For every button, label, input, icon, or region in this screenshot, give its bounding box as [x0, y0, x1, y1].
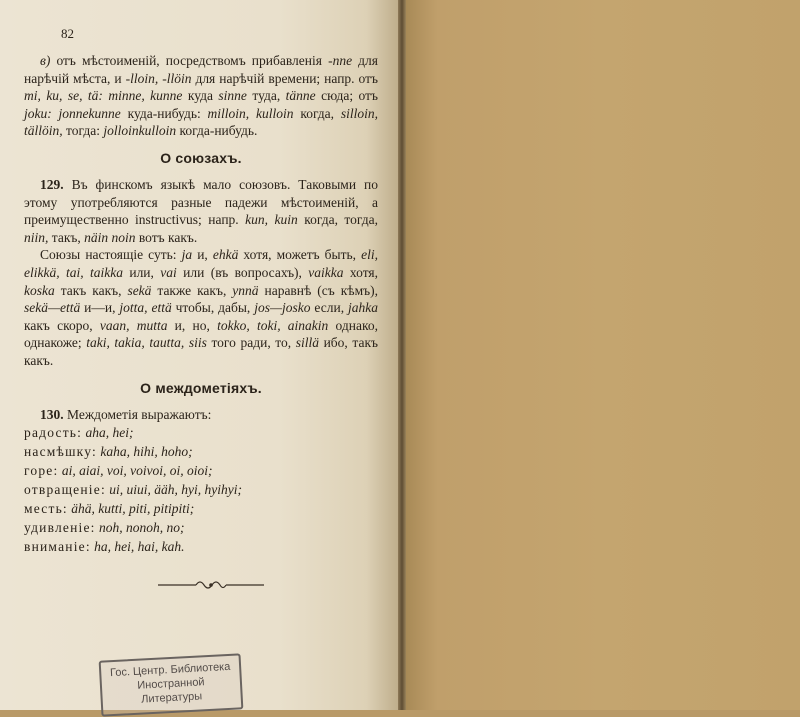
- text-run: когда, тогда,: [297, 212, 378, 228]
- text-run: или (въ вопросахъ),: [176, 264, 309, 280]
- right-page-blank: [406, 0, 800, 710]
- finnish-example: mi, ku, se, tä: minne, kunne: [24, 88, 183, 104]
- heading-interjections: О междометіяхъ.: [140, 379, 262, 396]
- interjection-item: [24, 537, 378, 556]
- heading-conjunctions: О союзахъ.: [160, 149, 242, 166]
- finnish-example: sinne: [218, 88, 247, 104]
- finnish-example: tokko, toki, ainakin: [217, 317, 329, 333]
- text-run: куда: [182, 88, 219, 104]
- stamp-line: Гос. Центр. Библиотека: [109, 660, 231, 680]
- interjection-examples: ha, hei, hai, kah.: [90, 539, 185, 555]
- interjection-examples: kaha, hihi, hoho;: [96, 444, 193, 460]
- text-run: тогда:: [62, 123, 104, 139]
- paragraph-129: [24, 176, 378, 246]
- finnish-example: silloin, tällöin,: [24, 105, 379, 139]
- finnish-example: jahka: [348, 300, 378, 316]
- finnish-example: koska: [24, 282, 55, 298]
- ornament-divider-icon: [156, 578, 266, 592]
- finnish-example: kun, kuin: [245, 212, 298, 228]
- text-run: когда-нибудь.: [176, 123, 258, 139]
- finnish-example: jos—josko: [254, 300, 311, 316]
- left-page: [0, 0, 398, 710]
- page-number: 82: [61, 26, 74, 41]
- text-run: такъ,: [48, 229, 85, 245]
- interjection-item: [24, 499, 378, 518]
- text-run: Союзы настоящіе суть:: [40, 247, 182, 263]
- text-run: хотя, можетъ быть,: [238, 247, 362, 263]
- finnish-example: sekä: [127, 282, 152, 298]
- finnish-example: milloin, kulloin: [207, 105, 294, 121]
- interjection-examples: ai, aiai, voi, voivoi, oi, oioi;: [58, 463, 213, 479]
- text-run: сюда; отъ: [315, 88, 378, 104]
- stamp-line: Литературы: [140, 690, 203, 706]
- interjection-category: месть:: [24, 501, 68, 517]
- stamp-line: Иностранной: [137, 676, 205, 692]
- finnish-example: ja: [181, 247, 193, 263]
- text-run: когда,: [293, 105, 341, 121]
- interjection-examples: noh, nonoh, no;: [95, 520, 185, 536]
- finnish-example: näin noin: [84, 229, 136, 245]
- finnish-example: tänne: [285, 88, 316, 104]
- interjection-item: [24, 423, 378, 442]
- text-run: куда-нибудь:: [120, 105, 208, 121]
- finnish-example: eli, elikkä, tai, taikka: [24, 247, 378, 280]
- text-run: того ради, то,: [206, 335, 296, 351]
- text-run: вотъ какъ.: [135, 229, 198, 245]
- interjection-examples: aha, hei;: [82, 425, 134, 441]
- section-number-129: 129.: [40, 176, 64, 192]
- text-run: туда,: [246, 88, 286, 104]
- interjection-examples: ähä, kutti, piti, pitipiti;: [67, 501, 195, 517]
- text-run: ибо, такъ какъ.: [24, 335, 378, 368]
- interjection-category: радость:: [24, 425, 83, 441]
- library-stamp: [99, 653, 244, 716]
- paragraph-130: [24, 406, 378, 424]
- interjection-item: [24, 461, 378, 480]
- text-run: хотя,: [343, 264, 379, 280]
- interjection-item: [24, 518, 378, 537]
- interjection-category: насмѣшку:: [24, 444, 97, 460]
- interjection-category: горе:: [24, 463, 59, 479]
- finnish-example: joku: jonnekunne: [24, 105, 121, 121]
- text-run: чтобы, дабы,: [171, 300, 255, 316]
- text-run: Въ финскомъ языкѣ мало союзовъ. Таковыми по этому употребляются разные падежи мѣстоименій, а преимущественно instructivus; напр.: [24, 176, 378, 228]
- paragraph-129-text: [24, 177, 378, 245]
- paragraph-130-intro: Междометія выражаютъ:: [63, 406, 212, 422]
- finnish-example: vaikka: [308, 264, 344, 280]
- text-run: однако, однакоже;: [24, 317, 378, 351]
- text-run: также какъ,: [151, 282, 233, 298]
- finnish-example: в): [40, 53, 51, 68]
- text-run: и, но,: [167, 317, 218, 333]
- text-run: какъ скоро,: [24, 317, 100, 333]
- text-run: для нарѣчій мѣста, и: [24, 53, 378, 86]
- interjection-examples: ui, uiui, ääh, hyi, hyihyi;: [105, 482, 243, 498]
- finnish-example: vai: [160, 264, 177, 280]
- interjection-category: удивленіе:: [24, 520, 96, 536]
- text-run: наравнѣ (съ кѣмъ),: [258, 282, 378, 298]
- text-run: или,: [122, 264, 161, 280]
- interjection-item: [24, 480, 378, 499]
- interjection-category: отвращеніе:: [24, 482, 106, 498]
- finnish-example: niin,: [24, 229, 49, 245]
- finnish-example: -nne: [328, 53, 353, 68]
- section-number-130: 130.: [40, 406, 64, 422]
- text-run: для нарѣчій времени; напр. отъ: [191, 70, 378, 86]
- text-run: если,: [310, 300, 348, 316]
- text-run: и,: [192, 247, 213, 263]
- finnish-example: ynnä: [232, 282, 259, 298]
- text-run: такъ какъ,: [54, 282, 128, 298]
- finnish-example: sekä—että: [24, 300, 81, 316]
- finnish-example: jotta, että: [119, 300, 172, 316]
- finnish-example: sillä: [295, 335, 319, 351]
- interjection-list: [24, 423, 378, 556]
- finnish-example: jolloinkulloin: [103, 123, 177, 139]
- text-run: отъ мѣстоименій, посредствомъ прибавленія: [50, 53, 329, 68]
- finnish-example: ehkä: [212, 247, 239, 263]
- finnish-example: taki, takia, tautta, siis: [86, 335, 207, 351]
- finnish-example: vaan, mutta: [99, 317, 168, 333]
- paragraph-true-conjunctions: [24, 246, 378, 369]
- text-run: и—и,: [80, 300, 120, 316]
- paragraph-adverbs-from-pronouns: [24, 52, 378, 140]
- interjection-category: вниманіе:: [24, 539, 91, 555]
- finnish-example: -lloin, -llöin: [125, 70, 192, 86]
- book-gutter: [398, 0, 406, 710]
- interjection-item: [24, 442, 378, 461]
